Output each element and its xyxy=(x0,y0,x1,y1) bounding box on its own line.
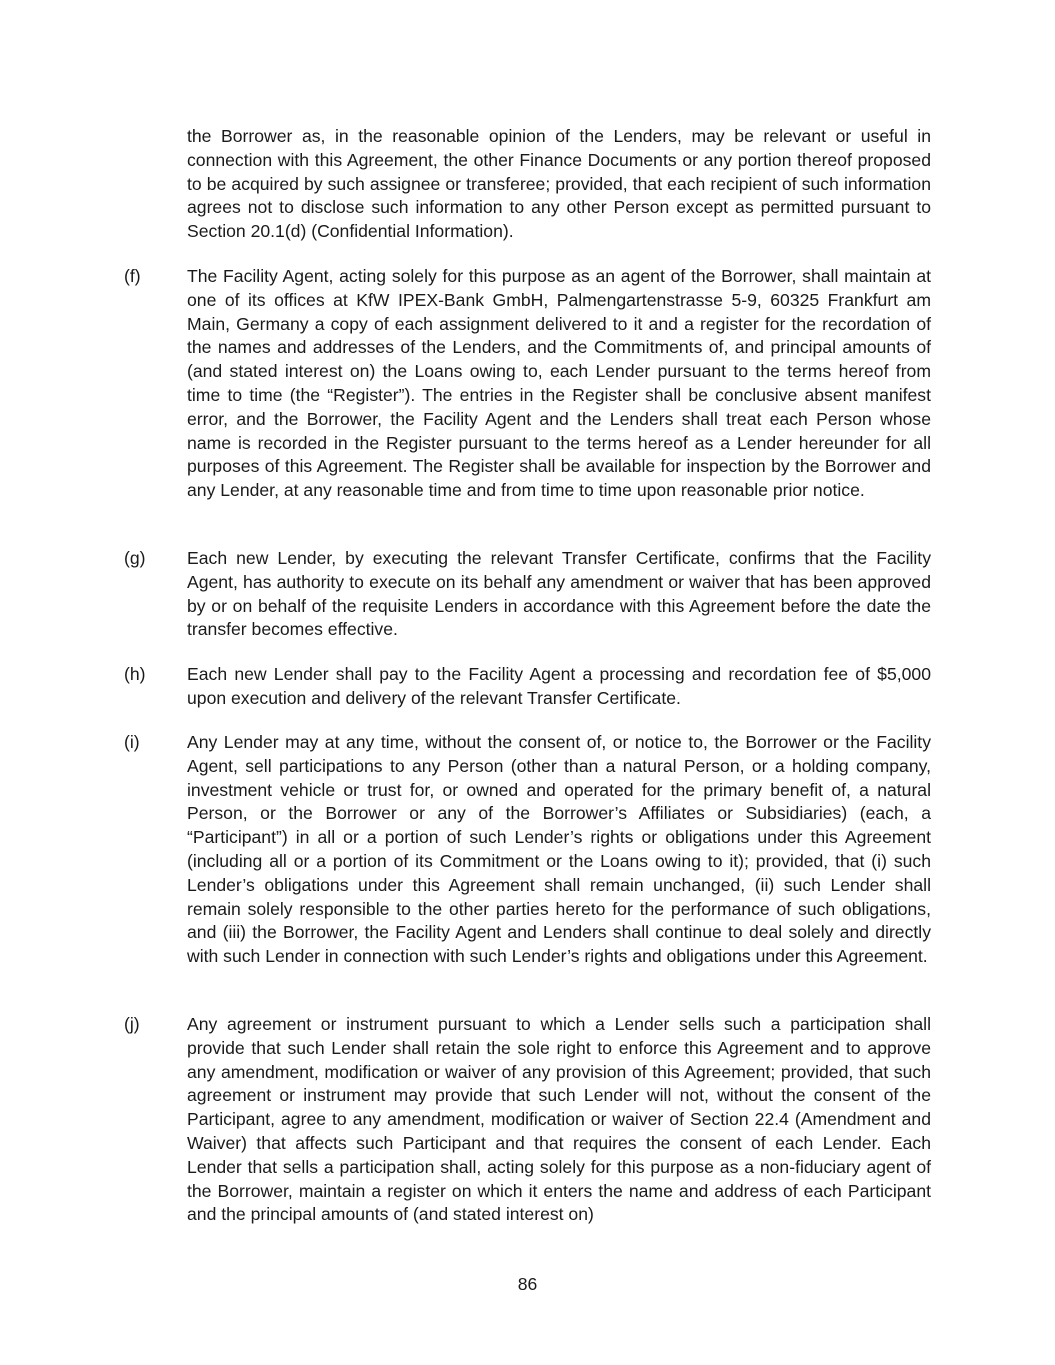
clause-text: Any agreement or instrument pursuant to which a Lender sells such a participation shall provide that such Lender shall retain the sole right to enforce this Agreement and to approve any amendment, modification or waiver of any provision of this Agreement; provided, that such agreement or instrument may provide that such Lender will not, without the consent of the Participant, agree to any amendment, modification or waiver of Section 22.4 (Amendment and Waiver) that affects such Participant and that requires the consent of each Lender. Each Lender that sells a participation shall, acting solely for this purpose as a non-fiduciary agent of the Borrower, maintain a register on which it enters the name and address of each Participant and the principal amounts of (and stated interest on) xyxy=(187,1014,931,1225)
clause-text: The Facility Agent, acting solely for this purpose as an agent of the Borrower, shall maintain at one of its offices at KfW IPEX-Bank GmbH, Palmengartenstrasse 5-9, 60325 Frankfurt am Main, Germany a copy of each assignment delivered to it and a register for the recordation of the names and addresses of the Lenders, and the Commitments of, and principal amounts of (and stated interest on) the Loans owing to, each Lender pursuant to the terms hereof from time to time (the “Register”). The entries in the Register shall be conclusive absent manifest error, and the Borrower, the Facility Agent and the Lenders shall treat each Person whose name is recorded in the Register pursuant to the terms hereof as a Lender hereunder for all purposes of this Agreement. The Register shall be available for inspection by the Borrower and any Lender, at any reasonable time and from time to time upon reasonable prior notice. xyxy=(187,266,931,501)
page-number: 86 xyxy=(517,1274,538,1294)
clause-label: (h) xyxy=(124,664,146,684)
clause-j xyxy=(124,1013,931,1227)
clause-i xyxy=(124,731,931,969)
clause-text: Each new Lender shall pay to the Facility Agent a processing and recordation fee of $5,000 upon execution and delivery of the relevant Transfer Certificate. xyxy=(187,664,931,708)
clause-label: (f) xyxy=(124,266,141,286)
clause-g xyxy=(124,547,931,642)
clause-label: (i) xyxy=(124,732,140,752)
clause-f xyxy=(124,265,931,503)
clause-text: Each new Lender, by executing the relevant Transfer Certificate, confirms that the Facility Agent, has authority to execute on its behalf any amendment or waiver that has been approved by or on behalf of the requisite Lenders in accordance with this Agreement before the date the transfer becomes effective. xyxy=(187,548,931,640)
lead-paragraph: the Borrower as, in the reasonable opinion of the Lenders, may be relevant or useful in connection with this Agreement, the other Finance Documents or any portion thereof proposed to be acquired by such assignee or transferee; provided, that each recipient of such information agrees not to disclose such information to any other Person except as permitted pursuant to Section 20.1(d) (Confidential Information). xyxy=(187,126,931,242)
clause-label: (g) xyxy=(124,548,146,568)
clause-h xyxy=(124,663,931,711)
clause-label: (j) xyxy=(124,1014,140,1034)
clause-text: Any Lender may at any time, without the consent of, or notice to, the Borrower or the Facility Agent, sell participations to any Person (other than a natural Person, or a holding company, investment vehicle or trust for, or owned and operated for the primary benefit of, a natural Person, or the Borrower or any of the Borrower’s Affiliates or Subsidiaries) (each, a “Participant”) in all or a portion of such Lender’s rights or obligations under this Agreement (including all or a portion of its Commitment or the Loans owing to it); provided, that (i) such Lender’s obligations under this Agreement shall remain unchanged, (ii) such Lender shall remain solely responsible to the other parties hereto for the performance of such obligations, and (iii) the Borrower, the Facility Agent and Lenders shall continue to deal solely and directly with such Lender in connection with such Lender’s rights and obligations under this Agreement. xyxy=(187,732,931,967)
